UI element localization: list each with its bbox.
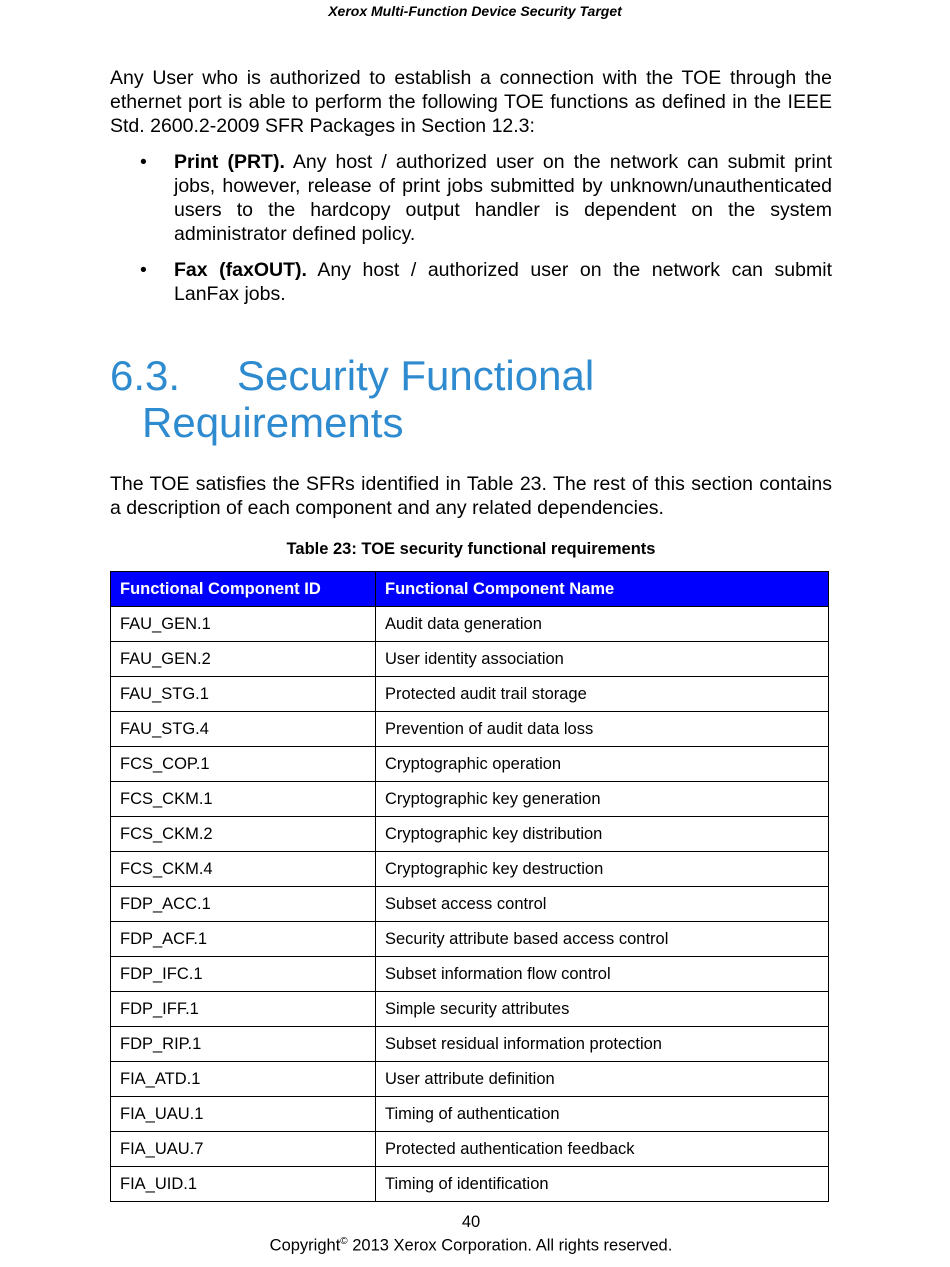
component-name-cell: Audit data generation [376, 607, 829, 642]
table-row [111, 1027, 829, 1062]
table-row [111, 922, 829, 957]
copyright-text: 2013 Xerox Corporation. All rights reserved. [347, 1236, 673, 1255]
table-row [111, 607, 829, 642]
component-id-cell: FIA_UAU.1 [111, 1097, 376, 1132]
component-name-cell: Prevention of audit data loss [376, 712, 829, 747]
table-row [111, 642, 829, 677]
table-header-row [111, 572, 829, 607]
table-row [111, 1132, 829, 1167]
bullet-icon: • [140, 151, 147, 173]
component-name-cell: Subset information flow control [376, 957, 829, 992]
table-row [111, 852, 829, 887]
column-header-id: Functional Component ID [111, 572, 376, 607]
component-id-cell: FCS_CKM.4 [111, 852, 376, 887]
section-title-line2: Requirements [142, 399, 404, 446]
component-name-cell: Timing of authentication [376, 1097, 829, 1132]
copyright-symbol: © [340, 1236, 348, 1247]
table-body [111, 607, 829, 1202]
table-row [111, 712, 829, 747]
component-name-cell: Protected authentication feedback [376, 1132, 829, 1167]
table-row [111, 677, 829, 712]
sfr-table [110, 571, 829, 1202]
component-id-cell: FAU_STG.1 [111, 677, 376, 712]
bullet-icon: • [140, 259, 147, 281]
component-name-cell: Timing of identification [376, 1167, 829, 1202]
section-body: The TOE satisfies the SFRs identified in Table 23. The rest of this section contains a description of each component and any related dependencies. [110, 473, 832, 519]
component-id-cell: FCS_COP.1 [111, 747, 376, 782]
section-heading [110, 352, 832, 446]
bullet-item-print [110, 150, 832, 246]
copyright-prefix: Copyright [269, 1236, 341, 1255]
component-id-cell: FCS_CKM.2 [111, 817, 376, 852]
running-header: Xerox Multi-Function Device Security Target [328, 3, 622, 19]
component-id-cell: FIA_UID.1 [111, 1167, 376, 1202]
component-id-cell: FDP_RIP.1 [111, 1027, 376, 1062]
page-number: 40 [461, 1213, 481, 1231]
component-id-cell: FAU_GEN.1 [111, 607, 376, 642]
component-id-cell: FDP_ACF.1 [111, 922, 376, 957]
table-row [111, 957, 829, 992]
table-row [111, 747, 829, 782]
component-name-cell: Cryptographic key distribution [376, 817, 829, 852]
component-id-cell: FIA_UAU.7 [111, 1132, 376, 1167]
section-title-line1: Security Functional [237, 352, 595, 399]
bullet-term: Print (PRT). [174, 151, 285, 173]
table-row [111, 1097, 829, 1132]
bullet-text: Any host / authorized user on the network can submit print jobs, however, release of print jobs submitted by unknown/unauthenticated users to the hardcopy output handler is dependent on the system administrator defined policy. [174, 151, 832, 245]
table-row [111, 992, 829, 1027]
component-name-cell: Protected audit trail storage [376, 677, 829, 712]
component-name-cell: User identity association [376, 642, 829, 677]
component-id-cell: FAU_STG.4 [111, 712, 376, 747]
component-name-cell: Cryptographic operation [376, 747, 829, 782]
bullet-text: Any host / authorized user on the network can submit LanFax jobs. [174, 259, 832, 305]
intro-paragraph: Any User who is authorized to establish a connection with the TOE through the ethernet port is able to perform the following TOE functions as defined in the IEEE Std. 2600.2-2009 SFR Packages in Section 12.3: [110, 67, 832, 137]
component-id-cell: FDP_ACC.1 [111, 887, 376, 922]
component-id-cell: FCS_CKM.1 [111, 782, 376, 817]
section-number: 6.3. [110, 352, 181, 399]
bullet-term: Fax (faxOUT). [174, 259, 307, 281]
component-name-cell: Simple security attributes [376, 992, 829, 1027]
table-row [111, 817, 829, 852]
component-name-cell: User attribute definition [376, 1062, 829, 1097]
component-id-cell: FIA_ATD.1 [111, 1062, 376, 1097]
component-id-cell: FAU_GEN.2 [111, 642, 376, 677]
table-row [111, 1062, 829, 1097]
function-bullet-list [110, 150, 832, 318]
table-row [111, 782, 829, 817]
table-caption: Table 23: TOE security functional requirements [286, 540, 656, 558]
component-id-cell: FDP_IFC.1 [111, 957, 376, 992]
component-name-cell: Subset access control [376, 887, 829, 922]
column-header-name: Functional Component Name [376, 572, 829, 607]
component-name-cell: Subset residual information protection [376, 1027, 829, 1062]
copyright-notice [0, 1236, 942, 1256]
component-name-cell: Cryptographic key destruction [376, 852, 829, 887]
bullet-item-fax [110, 258, 832, 306]
component-name-cell: Security attribute based access control [376, 922, 829, 957]
table-row [111, 1167, 829, 1202]
component-name-cell: Cryptographic key generation [376, 782, 829, 817]
table-row [111, 887, 829, 922]
component-id-cell: FDP_IFF.1 [111, 992, 376, 1027]
